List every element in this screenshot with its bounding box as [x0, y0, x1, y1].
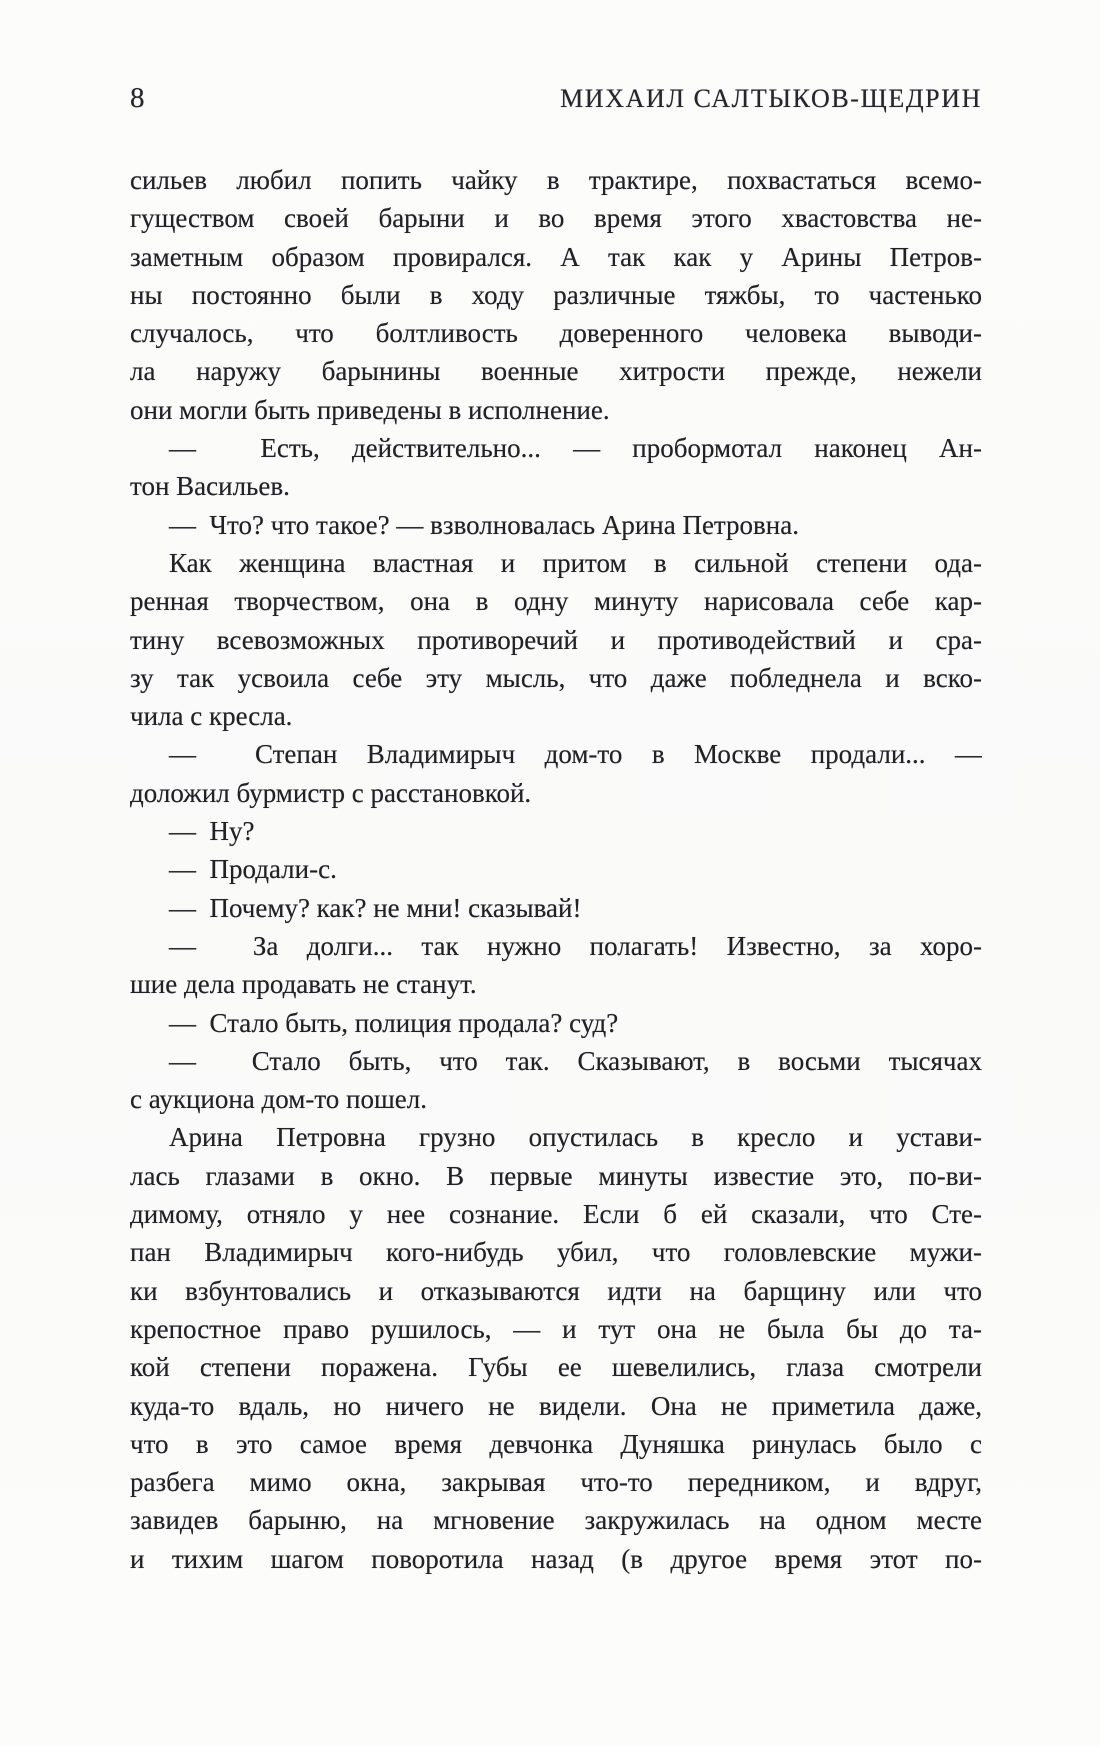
text-line: — Ну?: [169, 816, 255, 847]
paragraph: [130, 429, 982, 506]
text-line: — Степан Владимирыч дом-то в Москве продали... —: [169, 739, 982, 770]
text-line: лась глазами в окно. В первые минуты известие это, по-ви-: [130, 1160, 982, 1191]
text-line: кой степени поражена. Губы ее шевелились, глаза смотрели: [130, 1352, 982, 1383]
text-line: они могли быть приведены в исполнение.: [130, 394, 610, 425]
paragraph: [130, 850, 982, 888]
text-line: пан Владимирыч кого-нибудь убил, что головлевские мужи-: [130, 1237, 982, 1268]
text-line: — Продали-с.: [169, 854, 337, 885]
text-line: — За долги... так нужно полагать! Известно, за хоро-: [169, 930, 982, 961]
page-number: 8: [130, 82, 145, 114]
text-line: ла наружу барынины военные хитрости прежде, нежели: [130, 356, 982, 387]
text-line: ренная творчеством, она в одну минуту нарисовала себе кар-: [130, 586, 982, 617]
paragraph: [130, 1118, 982, 1578]
text-line: зу так усвоила себе эту мысль, что даже побледнела и вско-: [130, 662, 982, 693]
text-line: Арина Петровна грузно опустилась в кресло и устави-: [169, 1122, 982, 1153]
text-line: — Стало быть, что так. Сказывают, в восьми тысячах: [169, 1045, 982, 1076]
paragraph: [130, 506, 982, 544]
text-line: куда-то вдаль, но ничего не видели. Она не приметила даже,: [130, 1390, 982, 1421]
text-line: Как женщина властная и притом в сильной степени ода-: [169, 547, 982, 578]
text-line: димому, отняло у нее сознание. Если б ей сказали, что Сте-: [130, 1199, 982, 1230]
text-line: завидев барыню, на мгновение закружилась на одном месте: [130, 1505, 982, 1536]
text-line: шие дела продавать не станут.: [130, 969, 477, 1000]
paragraph: [130, 812, 982, 850]
text-line: чила с кресла.: [130, 701, 293, 732]
paragraph: [130, 544, 982, 735]
text-line: тон Васильев.: [130, 471, 290, 502]
text-line: — Есть, действительно... — пробормотал наконец Ан-: [169, 433, 982, 464]
text-line: случалось, что болтливость доверенного человека выводи-: [130, 318, 982, 349]
text-line: что в это самое время девчонка Дуняшка ринулась было с: [130, 1428, 982, 1459]
running-header: [130, 82, 982, 115]
paragraph: [130, 735, 982, 812]
paragraph: [130, 161, 982, 429]
page-body: [130, 161, 982, 1578]
text-line: с аукциона дом-то пошел.: [130, 1084, 427, 1115]
paragraph: [130, 1004, 982, 1042]
text-line: гуществом своей барыни и во время этого хвастовства не-: [130, 203, 982, 234]
text-line: и тихим шагом поворотила назад (в другое время этот по-: [130, 1543, 982, 1574]
text-line: заметным образом провирался. А так как у Арины Петров-: [130, 241, 982, 272]
text-line: тину всевозможных противоречий и противодействий и сра-: [130, 624, 982, 655]
text-line: — Почему? как? не мни! сказывай!: [169, 892, 582, 923]
text-line: разбега мимо окна, закрывая что-то передником, и вдруг,: [130, 1467, 982, 1498]
text-line: ны постоянно были в ходу различные тяжбы, то частенько: [130, 279, 982, 310]
text-line: ки взбунтовались и отказываются идти на барщину или что: [130, 1275, 982, 1306]
paragraph: [130, 889, 982, 927]
text-line: сильев любил попить чайку в трактире, похвастаться всемо-: [130, 165, 982, 195]
text-line: доложил бурмистр с расстановкой.: [130, 777, 532, 808]
running-title: МИХАИЛ САЛТЫКОВ-ЩЕДРИН: [560, 84, 982, 113]
text-line: крепостное право рушилось, — и тут она не была бы до та-: [130, 1313, 982, 1344]
paragraph: [130, 1042, 982, 1119]
paragraph: [130, 927, 982, 1004]
text-line: — Стало быть, полиция продала? суд?: [169, 1007, 619, 1038]
text-line: — Что? что такое? — взволновалась Арина Петровна.: [169, 509, 799, 540]
